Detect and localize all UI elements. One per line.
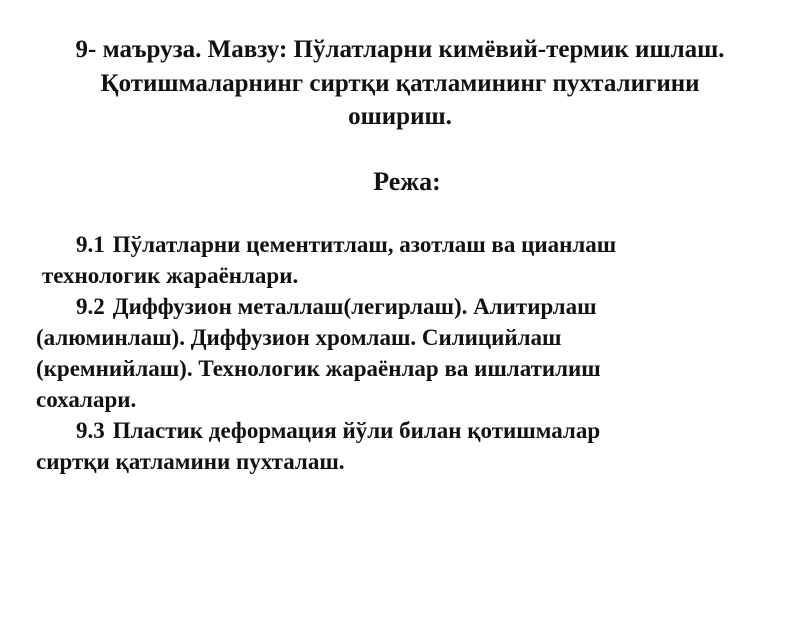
- plan-item-3-first-line: [76, 416, 600, 446]
- lecture-title-line-2: Қотишмаларнинг сиртқи қатламининг пухталигини: [100, 70, 700, 97]
- plan-item-1-number: 9.1: [76, 232, 105, 257]
- plan-item-1-first-line: [76, 230, 616, 260]
- plan-item-1-text-line-1: Пўлатларни цементитлаш, азотлаш ва цианлаш: [112, 232, 617, 257]
- plan-heading: Режа:: [373, 167, 441, 196]
- plan-item-2-text-line-4: сохалари.: [36, 387, 137, 412]
- plan-item-1-text-line-2: технологик жараёнлари.: [42, 263, 299, 288]
- plan-item-3-number: 9.3: [76, 418, 105, 443]
- plan-item-2-text-line-3: (кремнийлаш). Технологик жараёнлар ва ишлатилиш: [36, 356, 601, 381]
- plan-item-2-first-line: [76, 292, 596, 322]
- plan-item-2-text-line-1: Диффузион металлаш(легирлаш). Алитирлаш: [112, 294, 597, 319]
- plan-item-3-text-line-2: сиртқи қатламини пухталаш.: [36, 449, 345, 474]
- plan-item-2-number: 9.2: [76, 294, 105, 319]
- lecture-title-line-3: ошириш.: [348, 103, 452, 130]
- plan-item-2-text-line-2: (алюминлаш). Диффузион хромлаш. Силицийлаш: [36, 325, 562, 350]
- plan-item-3-text-line-1: Пластик деформация йўли билан қотишмалар: [112, 418, 601, 443]
- lecture-title-line-1: 9- маъруза. Мавзу: Пўлатларни кимёвий-термик ишлаш.: [75, 36, 725, 63]
